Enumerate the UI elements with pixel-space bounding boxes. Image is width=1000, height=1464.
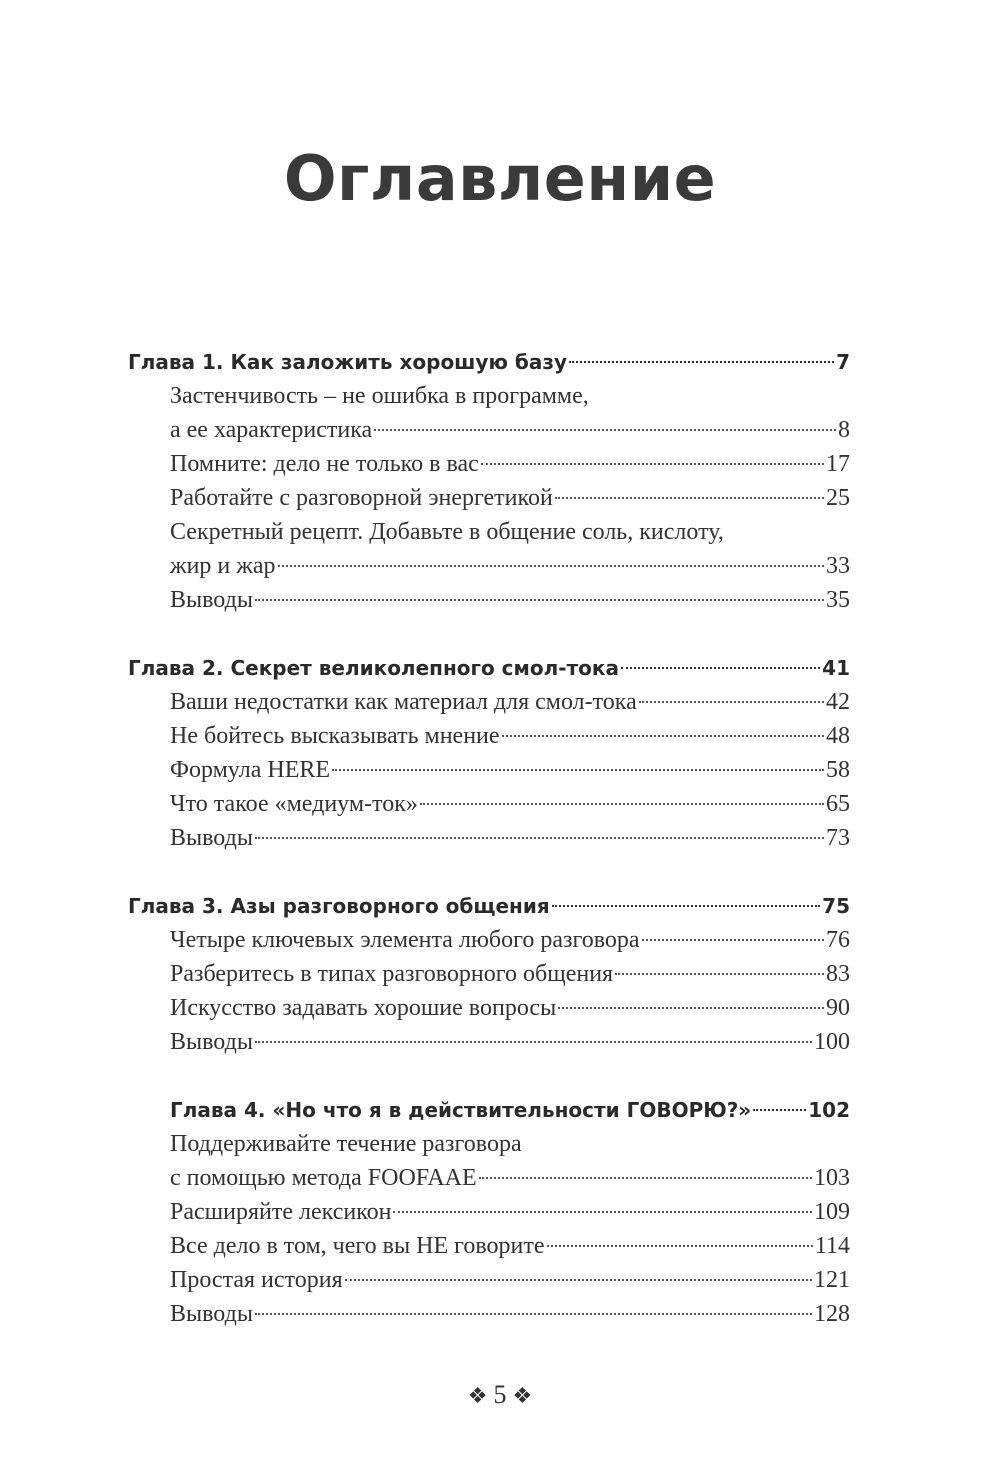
entry-title: Искусство задавать хорошие вопросы: [170, 995, 557, 1021]
entry-page-number: 65: [826, 791, 850, 817]
entry-page-number: 76: [826, 927, 850, 953]
entry-page-number: 35: [826, 587, 850, 613]
dot-leader: [255, 1041, 812, 1043]
dot-leader: [621, 667, 820, 669]
entry-title: с помощью метода FOOFAAE: [170, 1165, 477, 1191]
dot-leader: [555, 497, 824, 499]
entry-page-number: 25: [826, 485, 850, 511]
entry-page-number: 114: [814, 1233, 850, 1259]
toc-entry[interactable]: [0, 549, 1000, 583]
toc-entry[interactable]: [0, 787, 1000, 821]
toc-entry-line: [0, 379, 1000, 413]
entry-title: Ваши недостатки как материал для смол-тока: [170, 689, 637, 715]
toc-entry[interactable]: [0, 583, 1000, 617]
chapter-heading[interactable]: [0, 1093, 1000, 1127]
dot-leader: [420, 803, 824, 805]
toc-entry[interactable]: [0, 1161, 1000, 1195]
toc-entry[interactable]: [0, 821, 1000, 855]
dot-leader: [255, 599, 824, 601]
entry-title: Выводы: [170, 1029, 253, 1055]
dot-leader: [255, 837, 824, 839]
dot-leader: [753, 1109, 806, 1111]
chapter-title: Глава 2. Секрет великолепного смол-тока: [128, 656, 619, 680]
toc-entry[interactable]: [0, 685, 1000, 719]
dot-leader: [547, 1245, 813, 1247]
chapter-title: Глава 3. Азы разговорного общения: [128, 894, 550, 918]
toc-entry[interactable]: [0, 753, 1000, 787]
toc-entry[interactable]: [0, 1297, 1000, 1331]
entry-page-number: 8: [838, 417, 850, 443]
toc-entry[interactable]: [0, 481, 1000, 515]
dot-leader: [393, 1211, 812, 1213]
entry-title-line: Секретный рецепт. Добавьте в общение соль, кислоту,: [170, 519, 724, 545]
entry-page-number: 73: [826, 825, 850, 851]
entry-title: а ее характеристика: [170, 417, 373, 443]
entry-page-number: 90: [826, 995, 850, 1021]
entry-page-number: 48: [826, 723, 850, 749]
toc-entry-line: [0, 1127, 1000, 1161]
toc-entry[interactable]: [0, 923, 1000, 957]
chapter-title: Глава 4. «Но что я в действительности ГОВОРЮ?»: [170, 1098, 752, 1122]
ornament-right-icon: ❖: [512, 1383, 533, 1408]
entry-title: Работайте с разговорной энергетикой: [170, 485, 553, 511]
toc-entry[interactable]: [0, 991, 1000, 1025]
entry-page-number: 100: [814, 1029, 850, 1055]
dot-leader: [255, 1313, 812, 1315]
entry-page-number: 83: [826, 961, 850, 987]
entry-title: Четыре ключевых элемента любого разговора: [170, 927, 640, 953]
toc-entry[interactable]: [0, 1229, 1000, 1263]
entry-page-number: 33: [826, 553, 850, 579]
entry-page-number: 128: [814, 1301, 850, 1327]
entry-title: Все дело в том, чего вы НЕ говорите: [170, 1233, 545, 1259]
page-number: 5: [493, 1380, 507, 1409]
dot-leader: [552, 905, 820, 907]
entry-title: Выводы: [170, 825, 253, 851]
ornament-left-icon: ❖: [467, 1383, 488, 1408]
chapter-page-number: 102: [808, 1098, 850, 1122]
chapter-page-number: 75: [822, 894, 850, 918]
entry-title: Выводы: [170, 1301, 253, 1327]
dot-leader: [615, 973, 824, 975]
chapter-page-number: 41: [822, 656, 850, 680]
entry-title: жир и жар: [170, 553, 276, 579]
toc-chapter: [0, 889, 1000, 1059]
chapter-heading[interactable]: [0, 651, 1000, 685]
toc-chapter: [0, 651, 1000, 855]
dot-leader: [642, 939, 824, 941]
entry-page-number: 121: [814, 1267, 850, 1293]
toc-entry[interactable]: [0, 447, 1000, 481]
chapter-heading[interactable]: [0, 345, 1000, 379]
toc-entry[interactable]: [0, 413, 1000, 447]
table-of-contents: [0, 345, 1000, 1365]
dot-leader: [639, 701, 824, 703]
toc-entry-line: [0, 515, 1000, 549]
entry-title-line: Застенчивость – не ошибка в программе,: [170, 383, 589, 409]
page-footer: [0, 1380, 1000, 1410]
entry-page-number: 42: [826, 689, 850, 715]
toc-entry[interactable]: [0, 1025, 1000, 1059]
entry-title: Не бойтесь высказывать мнение: [170, 723, 500, 749]
dot-leader: [374, 429, 836, 431]
chapter-page-number: 7: [836, 350, 850, 374]
toc-chapter: [0, 1093, 1000, 1331]
entry-title: Выводы: [170, 587, 253, 613]
page-title: Оглавление: [283, 142, 717, 215]
dot-leader: [332, 769, 824, 771]
entry-page-number: 103: [814, 1165, 850, 1191]
chapter-heading[interactable]: [0, 889, 1000, 923]
entry-title: Что такое «медиум-ток»: [170, 791, 418, 817]
dot-leader: [345, 1279, 812, 1281]
chapter-title: Глава 1. Как заложить хорошую базу: [128, 350, 567, 374]
toc-entry[interactable]: [0, 1263, 1000, 1297]
entry-page-number: 109: [814, 1199, 850, 1225]
dot-leader: [479, 1177, 812, 1179]
dot-leader: [278, 565, 824, 567]
entry-title: Простая история: [170, 1267, 343, 1293]
dot-leader: [569, 361, 834, 363]
dot-leader: [502, 735, 824, 737]
dot-leader: [481, 463, 824, 465]
entry-title: Формула HERE: [170, 757, 331, 783]
dot-leader: [558, 1007, 824, 1009]
entry-title: Разберитесь в типах разговорного общения: [170, 961, 614, 987]
toc-chapter: [0, 345, 1000, 617]
entry-title: Расширяйте лексикон: [170, 1199, 392, 1225]
toc-entry[interactable]: [0, 1195, 1000, 1229]
entry-page-number: 17: [826, 451, 850, 477]
entry-title-line: Поддерживайте течение разговора: [170, 1131, 522, 1157]
toc-entry[interactable]: [0, 957, 1000, 991]
toc-entry[interactable]: [0, 719, 1000, 753]
entry-page-number: 58: [826, 757, 850, 783]
entry-title: Помните: дело не только в вас: [170, 451, 479, 477]
